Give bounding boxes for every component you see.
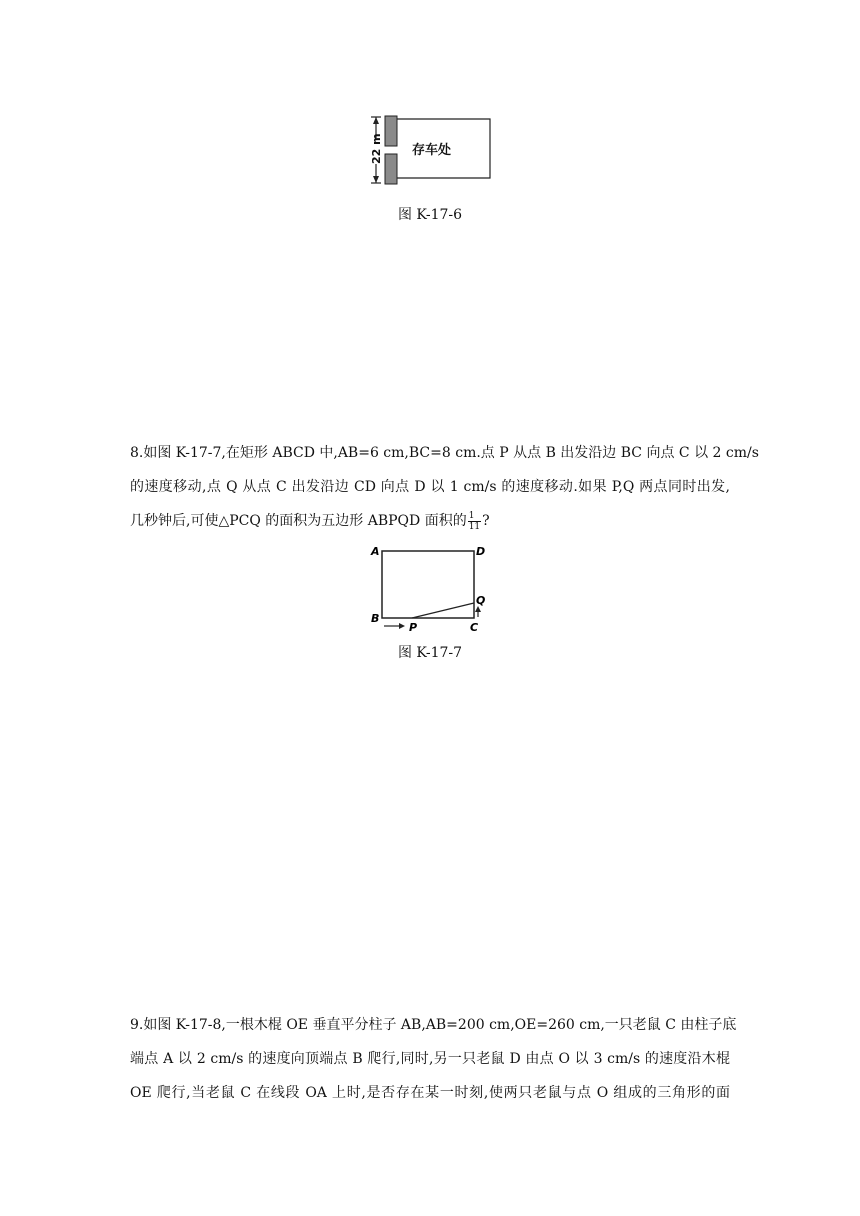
dimension-label: 22 m [370, 133, 383, 164]
fraction [468, 511, 481, 532]
problem-9-line-2: 端点 A 以 2 cm/s 的速度向顶端点 B 爬行,同时,另一只老鼠 D 由点 O 以 3 cm/s 的速度沿木棍 [130, 1051, 730, 1067]
label-q: Q [476, 594, 486, 607]
arrow-up-icon [373, 117, 379, 124]
problem-8-line-3-end: ? [482, 513, 490, 529]
label-p: P [409, 621, 418, 634]
problem-8 [130, 436, 759, 538]
figure-caption-k-17-6: 图 K-17-6 [397, 207, 463, 223]
label-a: A [371, 545, 380, 558]
fraction-numerator: 1 [468, 511, 481, 522]
problem-9 [130, 1008, 737, 1110]
rectangle-abcd [382, 551, 474, 618]
arrow-down-icon [373, 176, 379, 183]
problem-8-line-1: 8.如图 K-17-7,在矩形 ABCD 中,AB=6 cm,BC=8 cm.点 P 从点 B 出发沿边 BC 向点 C 以 2 cm/s [130, 445, 759, 461]
label-d: D [476, 545, 486, 558]
parking-area-label: 存车处 [412, 143, 452, 158]
problem-8-line-3-text: 几秒钟后,可使△PCQ 的面积为五边形 ABPQD 面积的 [130, 513, 467, 529]
problem-8-line-3 [130, 504, 730, 538]
problem-9-line-1: 9.如图 K-17-8,一根木棍 OE 垂直平分柱子 AB,AB=200 cm,OE=260 cm,一只老鼠 C 由柱子底 [130, 1017, 737, 1033]
gate-post-top [385, 116, 397, 146]
figure-k-17-7 [368, 542, 508, 634]
figure-k-17-6 [360, 112, 500, 192]
label-c: C [470, 621, 479, 634]
figure-caption-k-17-7: 图 K-17-7 [397, 645, 463, 661]
arrow-right-icon [399, 623, 405, 629]
label-b: B [371, 612, 380, 625]
gate-post-bottom [385, 154, 397, 184]
problem-9-line-3: OE 爬行,当老鼠 C 在线段 OA 上时,是否存在某一时刻,使两只老鼠与点 O 组成的三角形的面 [130, 1085, 730, 1101]
segment-pq [412, 603, 474, 618]
problem-8-line-2: 的速度移动,点 Q 从点 C 出发沿边 CD 向点 D 以 1 cm/s 的速度移动.如果 P,Q 两点同时出发, [130, 479, 730, 495]
fraction-denominator: 11 [468, 521, 481, 532]
